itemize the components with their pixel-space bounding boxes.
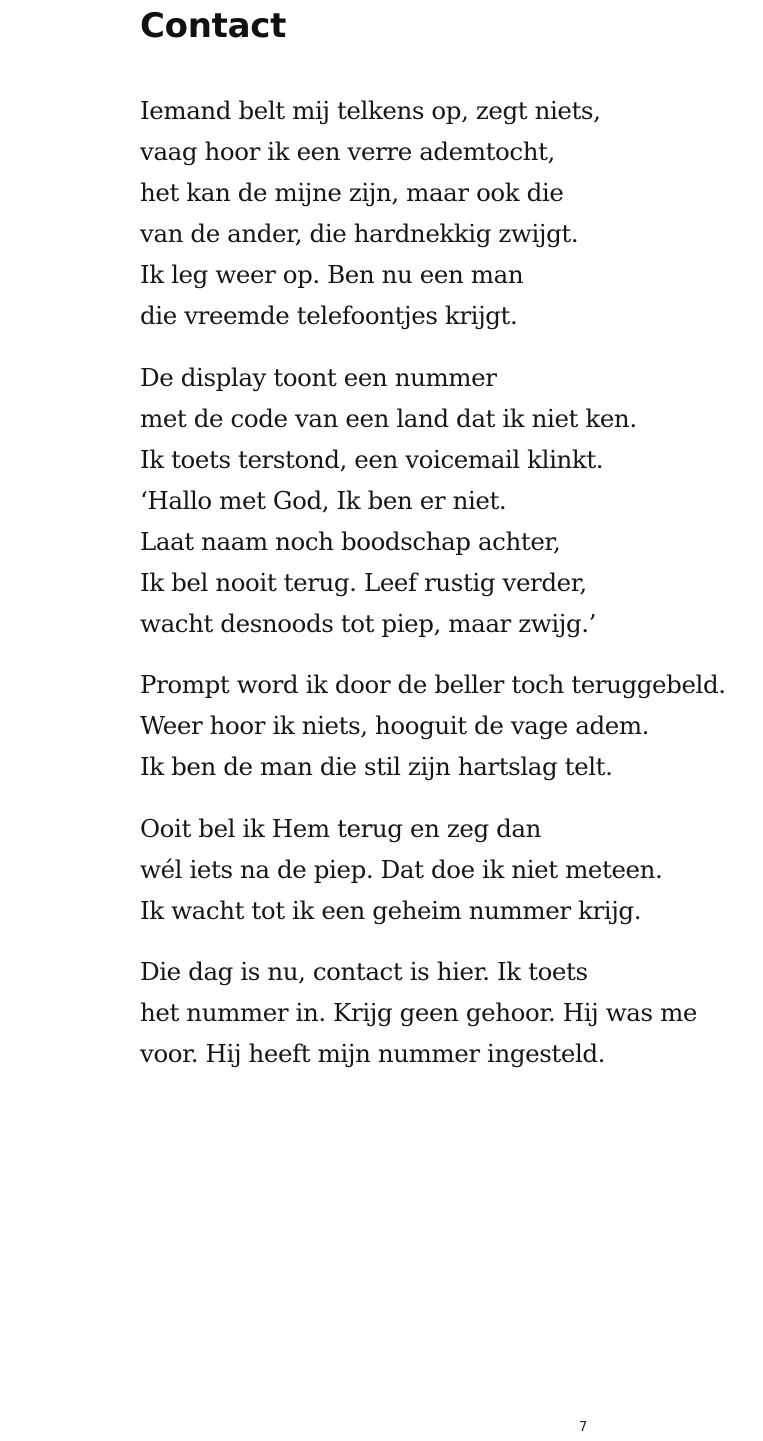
poem-line: het kan de mijne zijn, maar ook die [140,178,564,207]
poem-line: Ooit bel ik Hem terug en zeg dan [140,813,541,843]
stanza-4 [140,808,750,931]
stanza-2 [140,357,750,644]
poem-line: van de ander, die hardnekkig zwijgt. [140,219,579,248]
poem-line: Prompt word ik door de beller toch teruggebeld. [140,670,726,699]
poem-line: met de code van een land dat ik niet ken. [140,403,637,433]
page-title: Contact [140,6,287,46]
poem-line: Iemand belt mij telkens op, zegt niets, [140,96,601,125]
poem-line: het nummer in. Krijg geen gehoor. Hij was me [140,998,698,1027]
poem-line: Ik bel nooit terug. Leef rustig verder, [140,567,587,597]
poem-line: Weer hoor ik niets, hooguit de vage adem. [140,711,650,740]
poem-line: vaag hoor ik een verre ademtocht, [140,137,555,166]
poem-line: Ik toets terstond, een voicemail klinkt. [140,444,604,474]
poem-line: Laat naam noch boodschap achter, [140,526,561,556]
poem-line: Ik wacht tot ik een geheim nummer krijg. [140,895,642,925]
stanza-3 [140,664,750,787]
poem-line: De display toont een nummer [140,362,497,392]
poem-line: voor. Hij heeft mijn nummer ingesteld. [140,1039,606,1068]
poem-line: wacht desnoods tot piep, maar zwijg.’ [140,608,597,638]
poem-line: Die dag is nu, contact is hier. Ik toets [140,957,588,986]
stanza-5 [140,951,750,1074]
stanza-1 [140,90,750,336]
poem-line: wél iets na de piep. Dat doe ik niet meteen. [140,854,663,884]
poem-line: Ik leg weer op. Ben nu een man [140,260,524,289]
poem-line: ‘Hallo met God, Ik ben er niet. [140,485,507,515]
poem-body [140,90,750,1095]
page-number: 7 [579,1420,588,1435]
poem-line: Ik ben de man die stil zijn hartslag telt. [140,752,613,781]
poem-line: die vreemde telefoontjes krijgt. [140,301,518,330]
